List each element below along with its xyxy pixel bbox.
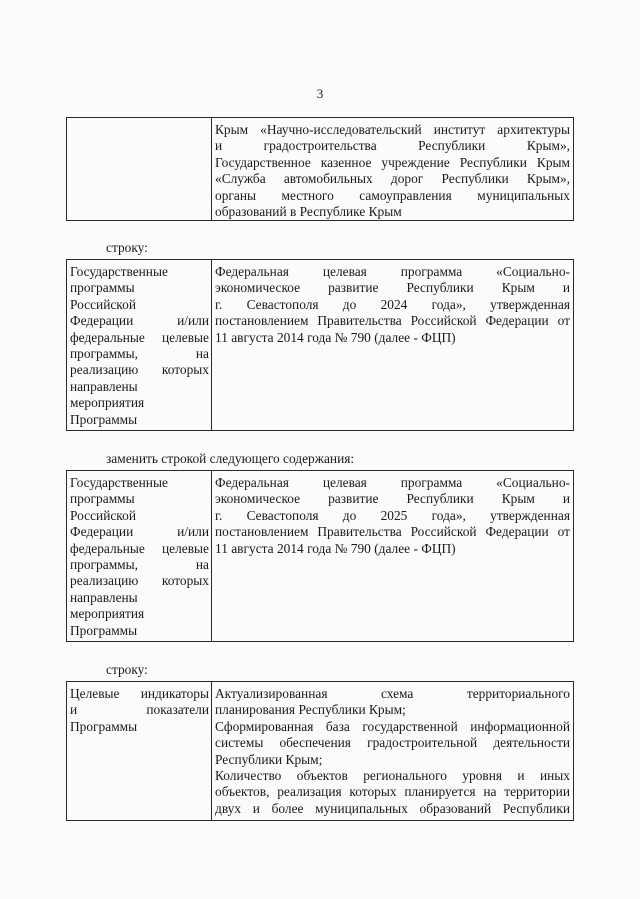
- text-line: Программы: [70, 622, 138, 638]
- text-line: программы: [70, 491, 135, 507]
- text-line: реализацию которых: [70, 573, 209, 589]
- text-line: реализацию которых: [70, 362, 209, 378]
- text-line: Российской: [70, 296, 136, 312]
- text-line: Государственные: [70, 475, 168, 490]
- text-line: органы местного самоуправления муниципальных: [215, 187, 570, 203]
- text-line: Республики Крым;: [215, 751, 323, 767]
- text-line: Программы: [70, 411, 138, 427]
- table-right-cell: [212, 118, 573, 220]
- text-line: Российской: [70, 507, 136, 523]
- text-line: Государственные: [70, 264, 168, 279]
- text-line: Актуализированная схема территориального: [215, 686, 570, 701]
- text-line: Федерации и/или: [70, 524, 209, 540]
- text-line: направлены: [70, 589, 138, 605]
- text-line: г. Севастополя до 2025 года», утвержденная: [215, 507, 570, 523]
- table-right-cell: [212, 471, 573, 641]
- text-line: Программы: [70, 718, 138, 734]
- table-indicators: [66, 681, 574, 821]
- page-number: 3: [316, 86, 324, 101]
- text-line: мероприятия: [70, 395, 145, 411]
- table-left-cell: [67, 118, 212, 220]
- table-row-old: [66, 259, 574, 431]
- table-continuation: [66, 117, 574, 221]
- text-line: 11 августа 2014 года № 790 (далее - ФЦП): [215, 540, 456, 556]
- caption-row-label: строку:: [106, 240, 148, 255]
- caption-replace-label: заменить строкой следующего содержания:: [106, 451, 355, 466]
- table-row-new: [66, 470, 574, 642]
- text-line: постановлением Правительства Российской Федерации от: [215, 313, 570, 329]
- text-line: двух и более муниципальных образований Республики: [215, 800, 570, 816]
- text-line: программы: [70, 280, 135, 296]
- text-line: системы обеспечения градостроительной деятельности: [215, 735, 570, 751]
- caption-row-label: строку:: [106, 662, 148, 677]
- text-line: Федеральная целевая программа «Социально-: [215, 475, 570, 490]
- text-line: объектов, реализация которых планируется на территории: [215, 784, 570, 800]
- text-line: г. Севастополя до 2024 года», утвержденная: [215, 296, 570, 312]
- text-line: Количество объектов регионального уровня и иных: [215, 768, 570, 784]
- text-line: планирования Республики Крым;: [215, 702, 406, 718]
- table-left-cell: [67, 471, 212, 641]
- text-line: Крым «Научно-исследовательский институт архитектуры: [215, 122, 570, 137]
- text-line: «Служба автомобильных дорог Республики Крым»,: [215, 171, 570, 187]
- text-line: и градостроительства Республики Крым»,: [215, 138, 570, 154]
- table-left-cell: [67, 260, 212, 430]
- text-line: программы, на: [70, 557, 209, 573]
- text-line: и показатели: [70, 702, 209, 718]
- text-line: постановлением Правительства Российской Федерации от: [215, 524, 570, 540]
- text-line: Федерации и/или: [70, 313, 209, 329]
- text-line: Государственное казенное учреждение Республики Крым: [215, 154, 570, 170]
- text-line: экономическое развитие Республики Крым и: [215, 491, 570, 507]
- text-line: образований в Республике Крым: [215, 204, 402, 220]
- text-line: Целевые индикаторы: [70, 686, 209, 701]
- text-line: Федеральная целевая программа «Социально-: [215, 264, 570, 279]
- text-line: федеральные целевые: [70, 329, 209, 345]
- table-right-cell: [212, 260, 573, 430]
- text-line: 11 августа 2014 года № 790 (далее - ФЦП): [215, 329, 456, 345]
- text-line: экономическое развитие Республики Крым и: [215, 280, 570, 296]
- text-line: направлены: [70, 378, 138, 394]
- text-line: программы, на: [70, 346, 209, 362]
- text-line: мероприятия: [70, 606, 145, 622]
- table-left-cell: [67, 682, 212, 820]
- text-line: Сформированная база государственной информационной: [215, 718, 570, 734]
- text-line: федеральные целевые: [70, 540, 209, 556]
- table-right-cell: [212, 682, 573, 820]
